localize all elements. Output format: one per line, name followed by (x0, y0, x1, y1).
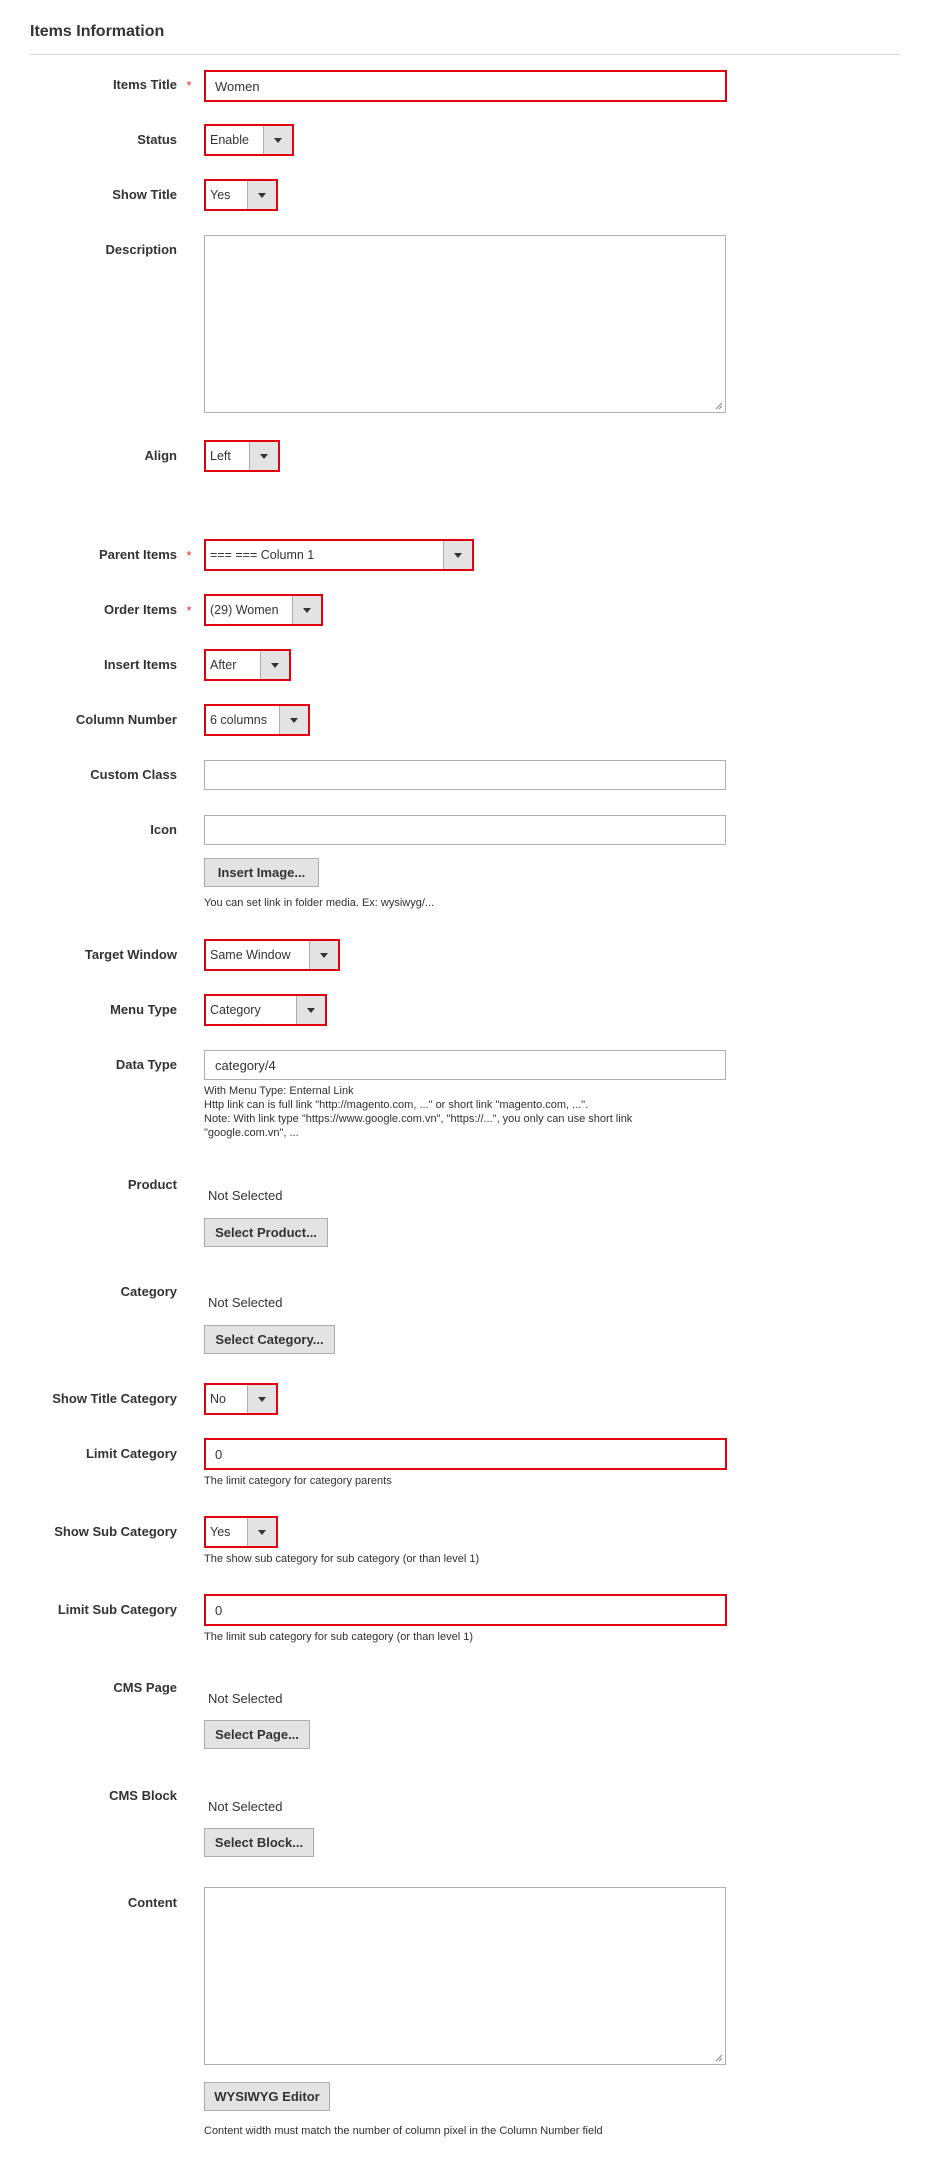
icon-note: You can set link in folder media. Ex: wysiwyg/... (204, 897, 435, 909)
select-product-button[interactable]: Select Product... (204, 1218, 328, 1247)
order-items-select[interactable] (204, 594, 323, 626)
custom-class-input[interactable] (204, 760, 726, 790)
order-items-value: (29) Women (210, 603, 279, 617)
chevron-down-icon (247, 181, 276, 209)
target-window-value: Same Window (210, 948, 291, 962)
cms-page-label: CMS Page (113, 1680, 177, 1695)
insert-items-value: After (210, 658, 237, 672)
icon-input[interactable] (204, 815, 726, 845)
status-select[interactable] (204, 124, 294, 156)
data-type-note-3: Note: With link type "https://www.google.com.vn", "https://...", you only can use short link (204, 1113, 633, 1125)
menu-type-select[interactable] (204, 994, 327, 1026)
limit-sub-category-note: The limit sub category for sub category (or than level 1) (204, 1631, 474, 1643)
required-marker: * (186, 78, 192, 93)
category-label: Category (120, 1284, 177, 1299)
limit-category-label: Limit Category (85, 1446, 177, 1461)
column-number-value: 6 columns (210, 713, 267, 727)
target-window-label: Target Window (84, 947, 177, 962)
icon-label: Icon (150, 822, 177, 837)
category-status: Not Selected (208, 1295, 283, 1310)
content-note: Content width must match the number of column pixel in the Column Number field (204, 2125, 603, 2137)
show-title-label: Show Title (112, 187, 177, 202)
limit-category-input[interactable]: 0 (204, 1438, 727, 1470)
items-title-label: Items Title (112, 77, 177, 92)
insert-items-label: Insert Items (104, 657, 177, 672)
menu-type-label: Menu Type (110, 1002, 177, 1017)
show-title-select[interactable] (204, 179, 278, 211)
show-title-category-select[interactable] (204, 1383, 278, 1415)
limit-category-note: The limit category for category parents (204, 1475, 392, 1487)
chevron-down-icon (263, 126, 292, 154)
limit-sub-category-input[interactable]: 0 (204, 1594, 727, 1626)
description-textarea[interactable] (204, 235, 726, 413)
required-marker: * (186, 603, 192, 618)
section-title: Items Information (30, 23, 165, 40)
status-label: Status (137, 132, 177, 147)
chevron-down-icon (247, 1385, 276, 1413)
order-items-label: Order Items (104, 602, 177, 617)
required-marker: * (186, 548, 192, 563)
show-title-category-label: Show Title Category (52, 1391, 177, 1406)
chevron-down-icon (443, 541, 472, 569)
chevron-down-icon (249, 442, 278, 470)
chevron-down-icon (292, 596, 321, 624)
content-textarea[interactable] (204, 1887, 726, 2065)
chevron-down-icon (279, 706, 308, 734)
target-window-select[interactable] (204, 939, 340, 971)
show-sub-category-note: The show sub category for sub category (or than level 1) (204, 1553, 480, 1565)
data-type-note-4: "google.com.vn", ... (204, 1127, 299, 1139)
items-title-input[interactable]: Women (204, 70, 727, 102)
column-number-select[interactable] (204, 704, 310, 736)
chevron-down-icon (309, 941, 338, 969)
parent-items-label: Parent Items (98, 547, 177, 562)
parent-items-select[interactable] (204, 539, 474, 571)
show-title-category-value: No (210, 1392, 226, 1406)
chevron-down-icon (260, 651, 289, 679)
select-page-button[interactable]: Select Page... (204, 1720, 310, 1749)
status-value: Enable (210, 133, 249, 147)
show-title-value: Yes (210, 188, 231, 202)
data-type-input[interactable]: category/4 (204, 1050, 726, 1080)
align-value: Left (210, 449, 231, 463)
cms-page-status: Not Selected (208, 1691, 283, 1706)
product-status: Not Selected (208, 1188, 283, 1203)
product-label: Product (127, 1177, 177, 1192)
chevron-down-icon (296, 996, 325, 1024)
insert-image-button[interactable]: Insert Image... (204, 858, 319, 887)
data-type-note-2: Http link can is full link "http://magento.com, ..." or short link "magento.com, ...". (204, 1099, 589, 1111)
wysiwyg-editor-button[interactable]: WYSIWYG Editor (204, 2082, 330, 2111)
insert-items-select[interactable] (204, 649, 291, 681)
data-type-label: Data Type (115, 1057, 177, 1072)
data-type-note-1: With Menu Type: Enternal Link (204, 1085, 354, 1097)
select-category-button[interactable]: Select Category... (204, 1325, 335, 1354)
section-divider (30, 54, 900, 55)
cms-block-label: CMS Block (109, 1788, 177, 1803)
show-sub-category-label: Show Sub Category (54, 1524, 177, 1539)
chevron-down-icon (247, 1518, 276, 1546)
align-select[interactable] (204, 440, 280, 472)
show-sub-category-select[interactable] (204, 1516, 278, 1548)
align-label: Align (144, 448, 177, 463)
resize-grip-icon[interactable] (715, 402, 723, 410)
menu-type-value: Category (210, 1003, 261, 1017)
custom-class-label: Custom Class (90, 767, 177, 782)
resize-grip-icon[interactable] (715, 2054, 723, 2062)
column-number-label: Column Number (75, 712, 177, 727)
show-sub-category-value: Yes (210, 1525, 231, 1539)
select-block-button[interactable]: Select Block... (204, 1828, 314, 1857)
limit-sub-category-label: Limit Sub Category (57, 1602, 177, 1617)
parent-items-value: === === Column 1 (210, 548, 315, 562)
cms-block-status: Not Selected (208, 1799, 283, 1814)
description-label: Description (105, 242, 177, 257)
content-label: Content (127, 1895, 177, 1910)
